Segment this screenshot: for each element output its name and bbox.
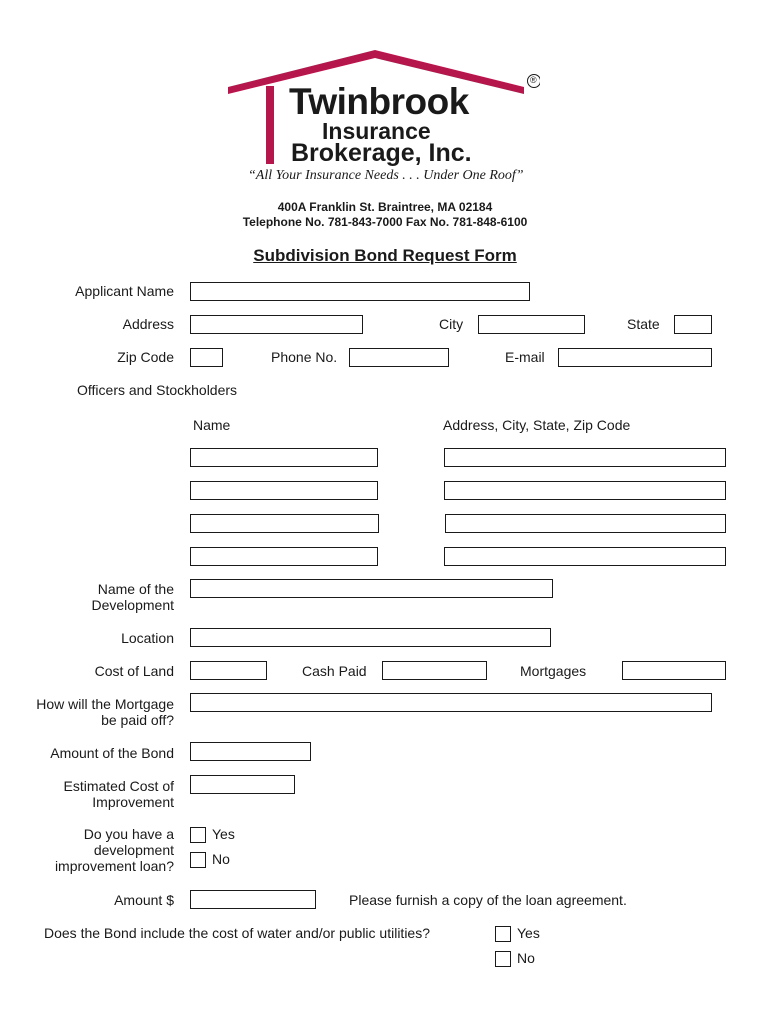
- loan-copy-note: Please furnish a copy of the loan agreement.: [349, 892, 627, 908]
- utilities-yes-label: Yes: [517, 925, 540, 941]
- cash-paid-field[interactable]: [382, 661, 487, 680]
- mortgage-paid-label-2: be paid off?: [101, 712, 174, 728]
- officer-name-field[interactable]: [190, 448, 378, 467]
- mortgage-payoff-field[interactable]: [190, 693, 712, 712]
- applicant-name-label: Applicant Name: [75, 283, 174, 299]
- zip-label: Zip Code: [117, 349, 174, 365]
- utilities-question: Does the Bond include the cost of water and/or public utilities?: [44, 925, 431, 941]
- dev-loan-no-label: No: [212, 851, 230, 867]
- bond-amount-field[interactable]: [190, 742, 311, 761]
- officer-address-field[interactable]: [444, 547, 726, 566]
- zip-field[interactable]: [190, 348, 223, 367]
- officer-address-field[interactable]: [444, 448, 726, 467]
- phone-field[interactable]: [349, 348, 449, 367]
- form-title: Subdivision Bond Request Form: [253, 246, 517, 265]
- officer-address-field[interactable]: [445, 514, 726, 533]
- location-field[interactable]: [190, 628, 551, 647]
- cost-of-land-field[interactable]: [190, 661, 267, 680]
- dev-loan-label-1: Do you have a: [83, 826, 174, 842]
- utilities-yes-checkbox[interactable]: [495, 926, 511, 942]
- cash-paid-label: Cash Paid: [302, 663, 367, 679]
- email-field[interactable]: [558, 348, 712, 367]
- phone-label: Phone No.: [271, 349, 338, 365]
- utilities-no-label: No: [517, 950, 535, 966]
- dev-loan-label-2: development: [93, 842, 174, 858]
- mortgage-paid-label-1: How will the Mortgage: [36, 696, 174, 712]
- state-field[interactable]: [674, 315, 712, 334]
- bond-amount-label: Amount of the Bond: [50, 745, 174, 761]
- company-name-line1: Twinbrook: [289, 81, 469, 122]
- company-name-line2: Insurance: [322, 118, 431, 144]
- state-label: State: [627, 316, 660, 332]
- officers-address-header: Address, City, State, Zip Code: [443, 417, 631, 433]
- officers-name-header: Name: [193, 417, 231, 433]
- estimated-cost-label-1: Estimated Cost of: [63, 778, 174, 794]
- amount-label: Amount $: [114, 892, 174, 908]
- dev-loan-yes-label: Yes: [212, 826, 235, 842]
- location-label: Location: [121, 630, 174, 646]
- utilities-no-checkbox[interactable]: [495, 951, 511, 967]
- officer-name-field[interactable]: [190, 481, 378, 500]
- dev-loan-label-3: improvement loan?: [54, 858, 174, 874]
- address-field[interactable]: [190, 315, 363, 334]
- company-logo: [228, 50, 540, 188]
- cost-of-land-label: Cost of Land: [94, 663, 174, 679]
- address-label: Address: [122, 316, 174, 332]
- dev-loan-no-checkbox[interactable]: [190, 852, 206, 868]
- company-name-line3: Brokerage, Inc.: [291, 139, 472, 167]
- loan-amount-field[interactable]: [190, 890, 316, 909]
- applicant-name-field[interactable]: [190, 282, 530, 301]
- estimated-cost-field[interactable]: [190, 775, 295, 794]
- mortgages-field[interactable]: [622, 661, 726, 680]
- city-field[interactable]: [478, 315, 585, 334]
- estimated-cost-label-2: Improvement: [92, 794, 174, 810]
- officer-address-field[interactable]: [444, 481, 726, 500]
- officer-name-field[interactable]: [190, 514, 379, 533]
- dev-loan-yes-checkbox[interactable]: [190, 827, 206, 843]
- city-label: City: [439, 316, 464, 332]
- development-name-label-1: Name of the: [97, 581, 174, 597]
- mortgages-label: Mortgages: [520, 663, 587, 679]
- company-address: 400A Franklin St. Braintree, MA 02184: [277, 200, 493, 214]
- officer-name-field[interactable]: [190, 547, 378, 566]
- company-contact: Telephone No. 781-843-7000 Fax No. 781-848-6100: [242, 215, 528, 229]
- officers-label: Officers and Stockholders: [77, 382, 238, 398]
- registered-mark: ®: [530, 75, 537, 85]
- company-tagline: “All Your Insurance Needs . . . Under One Roof”: [248, 168, 524, 183]
- email-label: E-mail: [505, 349, 545, 365]
- development-name-label-2: Development: [91, 597, 174, 613]
- development-name-field[interactable]: [190, 579, 553, 598]
